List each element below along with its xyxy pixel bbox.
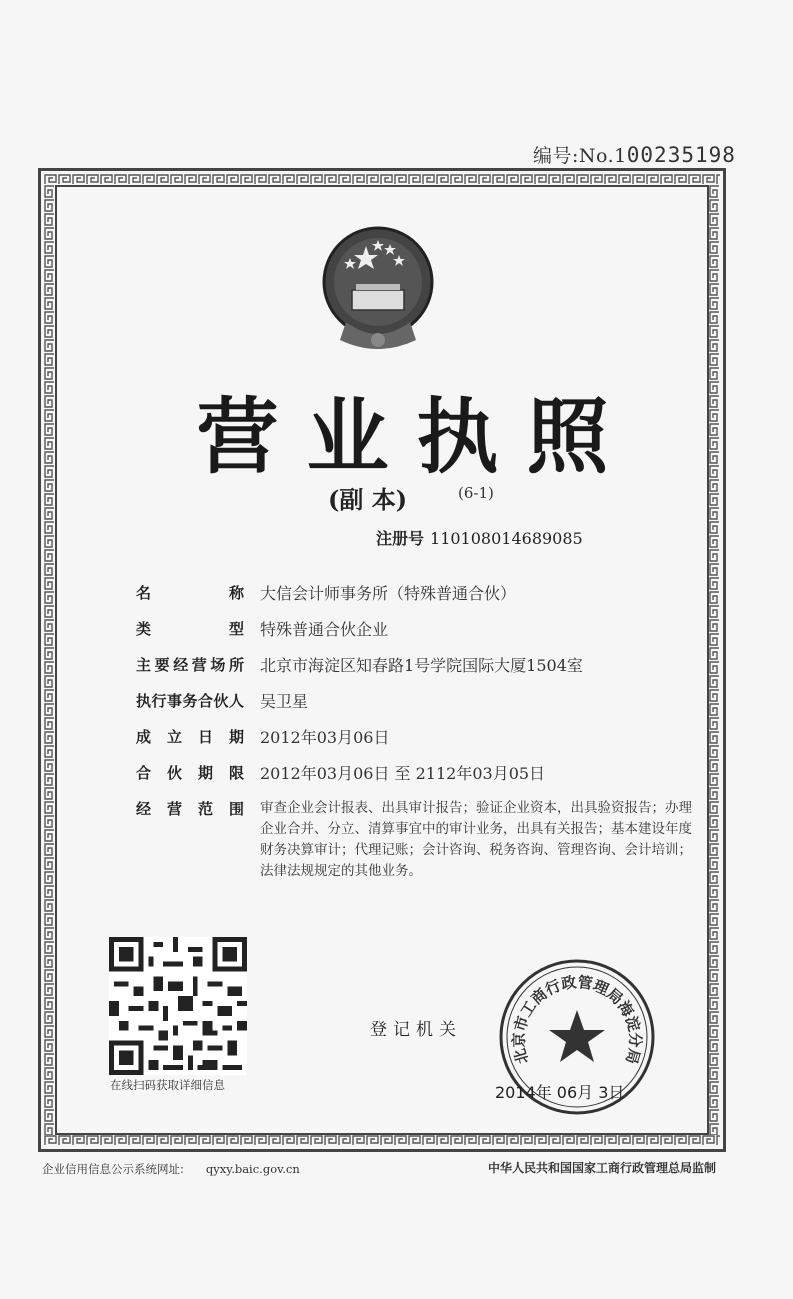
issuing-authority-footer: 中华人民共和国国家工商行政管理总局监制 <box>488 1161 717 1175</box>
serial-number <box>533 141 736 168</box>
qr-caption: 在线扫码获取详细信息 <box>110 1078 225 1092</box>
fret-border-left <box>44 185 55 1135</box>
registration-number <box>376 526 583 549</box>
website-url[interactable]: qyxy.baic.gov.cn <box>205 1162 300 1176</box>
seal-text: 北京市工商行政管理局海淀分局 <box>509 973 645 1066</box>
field-label: 名称 <box>136 584 244 602</box>
field-partnership-term <box>136 762 696 785</box>
certificate-subtitle: (副 本) <box>328 485 408 514</box>
field-label: 执行事务合伙人 <box>136 692 244 710</box>
credit-system-website <box>42 1161 300 1177</box>
issue-date: 2014年 06月 3日 <box>495 1083 625 1102</box>
registration-label: 注册号 <box>376 529 425 548</box>
registration-value: 110108014689085 <box>430 529 583 548</box>
field-business-scope <box>136 798 696 882</box>
registration-authority-label: 登记机关 <box>370 1020 462 1040</box>
field-label: 经营范围 <box>136 800 244 818</box>
field-value: 审查企业会计报表、出具审计报告；验证企业资本，出具验资报告；办理企业合并、分立、清算事宜中的审计业务，出具有关报告；基本建设年度财务决算审计；代理记账；会计咨询、税务咨询、管理咨询、会计培训；法律法规规定的其他业务。 <box>260 800 692 879</box>
field-name <box>136 582 696 605</box>
field-type <box>136 618 696 641</box>
field-value: 特殊普通合伙企业 <box>260 620 389 639</box>
field-label: 合伙期限 <box>136 764 244 782</box>
qr-code[interactable] <box>108 937 248 1075</box>
field-value: 吴卫星 <box>260 692 309 711</box>
fret-border-top <box>44 174 720 185</box>
certificate-fields <box>136 582 696 895</box>
field-label: 主要经营场所 <box>136 656 244 674</box>
field-premises <box>136 654 696 677</box>
fret-border-bottom <box>44 1135 720 1146</box>
serial-label: 编号:No.1 <box>533 145 627 167</box>
national-emblem-icon <box>316 222 440 356</box>
field-managing-partner <box>136 690 696 713</box>
field-value: 大信会计师事务所（特殊普通合伙） <box>260 584 517 603</box>
field-established-date <box>136 726 696 749</box>
field-value: 2012年03月06日 <box>260 728 390 747</box>
website-label: 企业信用信息公示系统网址: <box>42 1162 184 1176</box>
fret-border-right <box>709 185 720 1135</box>
field-value: 北京市海淀区知春路1号学院国际大厦1504室 <box>260 656 583 675</box>
copy-number: (6-1) <box>458 484 494 502</box>
field-label: 成立日期 <box>136 728 244 746</box>
field-value: 2012年03月06日 至 2112年03月05日 <box>260 764 546 783</box>
serial-value: 00235198 <box>626 143 736 167</box>
certificate-title: 营业执照 <box>196 390 637 485</box>
field-label: 类型 <box>136 620 244 638</box>
